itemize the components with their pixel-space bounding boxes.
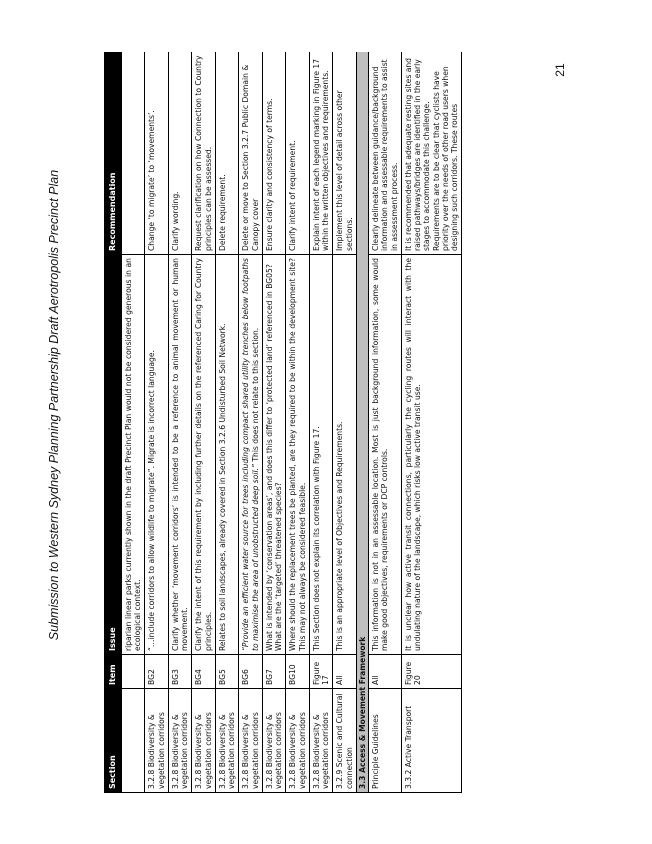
table-row <box>262 52 286 793</box>
table-row <box>192 52 216 793</box>
page-header-title: Submission to Western Sydney Planning Partnership Draft Aerotropolis Precinct Plan <box>47 169 61 641</box>
cell-recommendation: Explain intent of each legend marking in Figure 17 within the written objectives and requirements. <box>309 52 333 255</box>
cell-recommendation: Delete or move to Section 3.2.7 Public Domain & Canopy cover <box>239 52 263 255</box>
cell-issue: Relates to soil landscapes, already covered in Section 3.2.6 Undisturbed Soil Network. <box>215 255 239 655</box>
cell-recommendation: Delete requirement. <box>215 52 239 255</box>
cell-section: 3.2.8 Biodiversity & vegetation corridors <box>168 689 192 793</box>
cell-issue: This is an appropriate level of Objectives and Requirements. <box>333 255 357 655</box>
table-row <box>286 52 310 793</box>
column-header-recommendation: Recommendation <box>105 52 122 255</box>
cell-section: 3.2.8 Biodiversity & vegetation corridors <box>192 689 216 793</box>
cell-section: 3.3.2 Active Transport <box>401 689 462 793</box>
issue-quote: “Provide an efficient water source for trees including compact shared utility trenches below footpaths to maximise the area of unobstructed deep soil.” <box>241 258 260 651</box>
cell-issue <box>239 255 263 655</box>
table-section-heading-row <box>356 52 368 793</box>
cell-section: 3.2.8 Biodiversity & vegetation corridors <box>286 689 310 793</box>
cell-section: 3.2.8 Biodiversity & vegetation corridors <box>239 689 263 793</box>
cell-item: BG4 <box>192 655 216 689</box>
cell-item: BG3 <box>168 655 192 689</box>
issue-note: This does not relate to this section. <box>250 327 260 465</box>
cell-section <box>121 689 145 793</box>
cell-recommendation: Request clarification on how Connection to Country principles can be assessed. <box>192 52 216 255</box>
cell-item <box>121 655 145 689</box>
cell-recommendation: Implement this level of detail across other sections. <box>333 52 357 255</box>
issue-line-1: What is intended by ‘conservation areas’, and does this differ to ‘protected land’ referenced in BG05? <box>264 264 274 651</box>
cell-issue: riparian linear parks currently shown in the draft Precinct Plan would not be considered generous in an ecological context. <box>121 255 145 655</box>
cell-recommendation <box>121 52 145 255</box>
cell-recommendation: Ensure clarity and consistency of terms. <box>262 52 286 255</box>
review-table <box>104 52 462 793</box>
cell-recommendation: Clearly delineate between guidance/background information and assessable requirements to assist in assessment process. <box>369 52 402 255</box>
cell-issue: This information is not in an assessable location. Most is just background information, some would make good objectives, requirements or DCP controls. <box>369 255 402 655</box>
cell-issue: Clarify the intent of this requirement by including further details on the referenced Caring for Country principles. <box>192 255 216 655</box>
table-row <box>145 52 169 793</box>
cell-item: BG7 <box>262 655 286 689</box>
table-header-row <box>105 52 122 793</box>
cell-issue: This Section does not explain its correlation with Figure 17. <box>309 255 333 655</box>
cell-issue: It is unclear how active transit connections, particularly the cycling routes will interact with the undulating nature of the landscape, which risks low active transit use. <box>401 255 462 655</box>
cell-item: Figure 17 <box>309 655 333 689</box>
cell-item: All <box>369 655 402 689</box>
table-container <box>104 52 559 793</box>
cell-section: 3.2.8 Biodiversity & vegetation corridors <box>262 689 286 793</box>
cell-item: BG5 <box>215 655 239 689</box>
cell-item: All <box>333 655 357 689</box>
cell-item: BG2 <box>145 655 169 689</box>
cell-issue <box>262 255 286 655</box>
column-header-item: Item <box>105 655 122 689</box>
cell-recommendation: Change ‘to migrate’ to ‘movements’. <box>145 52 169 255</box>
cell-item: BG10 <box>286 655 310 689</box>
table-row <box>215 52 239 793</box>
cell-section: 3.2.8 Biodiversity & vegetation corridors <box>215 689 239 793</box>
section-heading: 3.3 Access & Movement Framework <box>356 52 368 793</box>
table-row <box>168 52 192 793</box>
cell-section: 3.2.8 Biodiversity & vegetation corridors <box>145 689 169 793</box>
cell-recommendation: Clarify intent of requirement. <box>286 52 310 255</box>
cell-section: 3.2.9 Scenic and Cultural connection <box>333 689 357 793</box>
cell-section: Principle Guidelines <box>369 689 402 793</box>
column-header-section: Section <box>105 689 122 793</box>
recommendation-paragraph-1: It is recommended that adequate resting sites and raised pathways/bridges are identified in the early stages to accommodate this challenge. <box>403 58 432 251</box>
cell-issue: “…include corridors to allow wildlife to migrate”. Migrate is incorrect language. <box>145 255 169 655</box>
cell-issue: Clarify whether ‘movement corridors’ is intended to be a reference to animal movement or human movement. <box>168 255 192 655</box>
table-row <box>333 52 357 793</box>
table-row <box>121 52 145 793</box>
cell-item: Figure 20 <box>401 655 462 689</box>
page-number: 21 <box>553 63 567 77</box>
table-row <box>239 52 263 793</box>
column-header-issue: Issue <box>105 255 122 655</box>
table-row <box>401 52 462 793</box>
table-row <box>309 52 333 793</box>
table-row <box>369 52 402 793</box>
table-rotated-frame <box>104 52 559 793</box>
cell-recommendation <box>401 52 462 255</box>
cell-section: 3.2.8 Biodiversity & vegetation corridors <box>309 689 333 793</box>
cell-issue: Where should the replacement trees be planted, are they required to be within the development site? This may not always be considered feasible. <box>286 255 310 655</box>
cell-recommendation: Clarify wording. <box>168 52 192 255</box>
issue-line-2: What are the ‘targeted’ threatened species? <box>274 482 283 651</box>
recommendation-paragraph-2: Requirements are to be clear that cyclists have priority over the needs of other road users when designing such corridors. These routes <box>431 66 459 251</box>
cell-item: BG6 <box>239 655 263 689</box>
